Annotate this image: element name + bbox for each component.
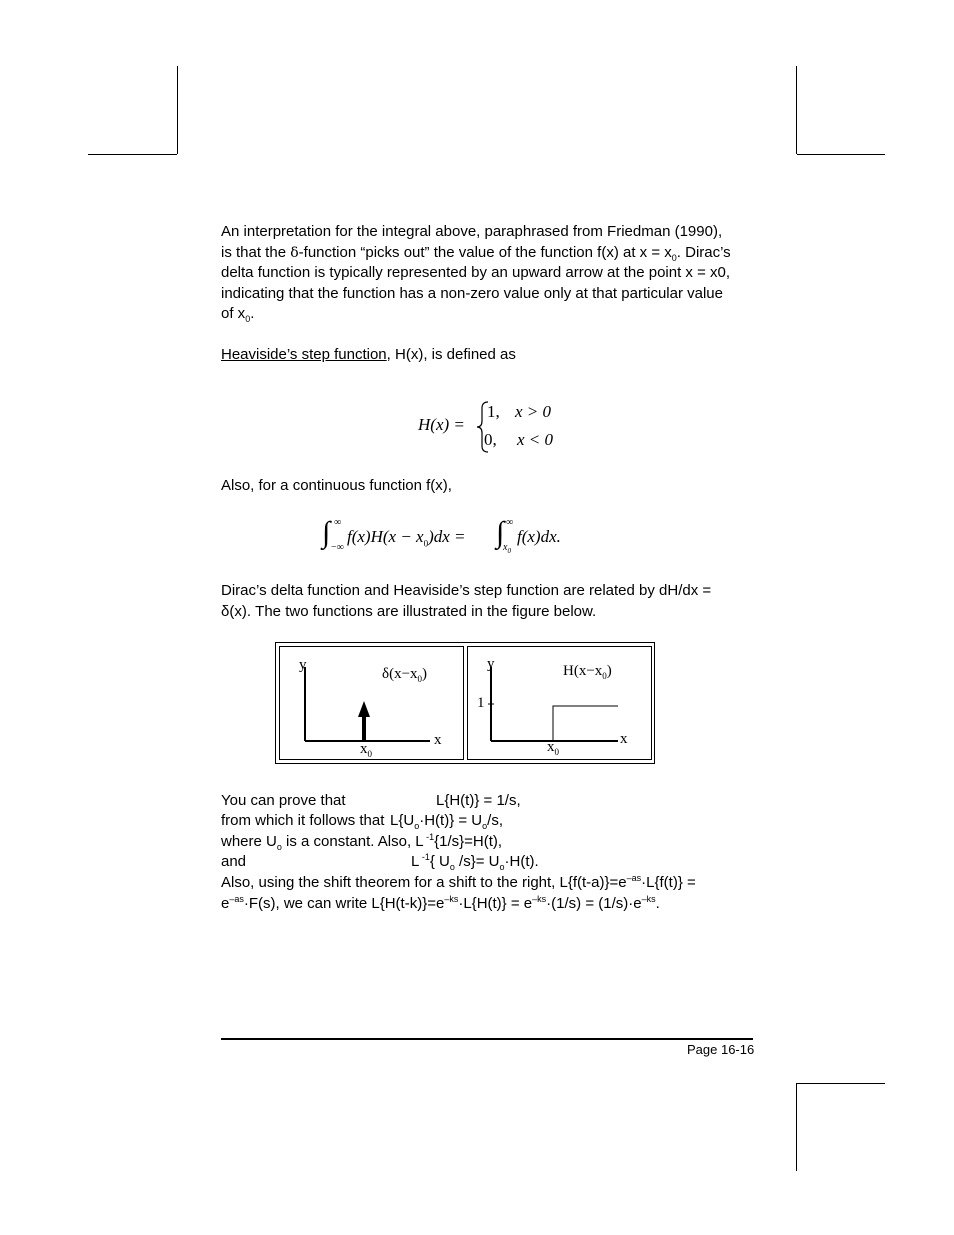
superscript: –ks	[641, 894, 656, 904]
text: /s,	[487, 812, 503, 829]
text: δ(x−x	[382, 666, 418, 682]
integral2-lower-limit	[503, 542, 511, 553]
row-4-right	[411, 853, 539, 870]
subscript: 0	[602, 671, 607, 681]
integrand	[347, 527, 466, 547]
step-line	[553, 706, 618, 740]
y-axis-label: y	[487, 656, 495, 672]
text-line	[221, 304, 761, 325]
text: Also, for a continuous function f(x),	[221, 477, 452, 494]
crop-mark-bottom-right-vertical	[796, 1083, 797, 1171]
case2-condition: x < 0	[517, 430, 554, 449]
superscript: –as	[229, 894, 244, 904]
integral2-upper-limit: ∞	[506, 517, 514, 528]
text: ·L{H(t)} = e	[458, 895, 533, 912]
text: L{U	[390, 812, 415, 829]
text: x	[360, 741, 368, 757]
integral-upper-limit: ∞	[334, 517, 342, 528]
integral-rhs: f(x)dx.	[517, 527, 561, 546]
text: .	[250, 305, 255, 323]
text-line	[221, 263, 761, 284]
text: )dx =	[428, 527, 466, 546]
superscript: -1	[419, 852, 430, 862]
paragraph-friedman	[221, 222, 761, 325]
subscript: 0	[367, 749, 372, 759]
superscript: –ks	[532, 894, 547, 904]
row-2-left: from which it follows that	[221, 812, 385, 829]
text: H(x−x	[563, 663, 603, 679]
text: )	[606, 663, 612, 679]
text: . Dirac’s	[676, 243, 731, 261]
page-number: Page 16-16	[687, 1042, 755, 1057]
heaviside-panel	[467, 646, 652, 760]
case2-value: 0,	[484, 430, 497, 449]
subscript: o	[276, 842, 282, 852]
row-3	[221, 833, 502, 850]
text-line	[221, 602, 761, 623]
one-label: 1	[477, 695, 485, 711]
crop-mark-top-right-vertical	[796, 66, 797, 154]
subscript: o	[482, 821, 488, 831]
text: /s}= U	[454, 853, 500, 870]
subscript: 0	[245, 314, 251, 325]
row-1-right: L{H(t)} = 1/s,	[436, 792, 521, 809]
crop-mark-bottom-right-horizontal	[797, 1083, 885, 1084]
text: .	[655, 895, 660, 912]
delta-panel	[279, 646, 464, 760]
text: , H(x), is defined as	[386, 346, 516, 363]
text: indicating that the function has a non-zero value only at that particular value	[221, 284, 723, 302]
delta-symbol: δ	[290, 244, 299, 261]
subscript: o	[449, 862, 455, 872]
row-5	[221, 874, 696, 891]
text: )	[422, 666, 428, 682]
text: x	[547, 739, 555, 755]
heaviside-term: Heaviside’s step function	[221, 346, 387, 363]
text: δ(x). The two functions are illustrated in the figure below.	[221, 602, 597, 620]
crop-mark-top-left-vertical	[177, 66, 178, 154]
x-axis-label: x	[434, 732, 442, 748]
text-line	[221, 243, 761, 264]
text: x	[503, 542, 508, 553]
text-line	[221, 222, 761, 243]
text: e	[221, 895, 230, 912]
row-4-left: and	[221, 853, 247, 870]
crop-mark-top-left-horizontal	[88, 154, 177, 155]
text: f(x)H(x − x	[347, 527, 424, 546]
subscript: 0	[507, 547, 511, 555]
text: is that the	[221, 243, 291, 261]
integral-sign: ∫	[322, 516, 331, 549]
integral-lower-limit: −∞	[331, 542, 344, 553]
x0-label	[547, 739, 559, 756]
text: delta function is typically represented by an upward arrow at the point x = x0,	[221, 264, 731, 282]
subscript: 0	[671, 252, 677, 263]
text: -function “picks out” the value of the function f(x) at x = x	[298, 243, 672, 261]
delta-arrow-head	[358, 701, 370, 717]
text: ·H(t).	[504, 853, 539, 870]
paragraph-heaviside-intro	[221, 345, 761, 366]
text: of x	[221, 305, 246, 323]
crop-mark-top-right-horizontal	[797, 154, 885, 155]
text: An interpretation for the integral above, paraphrased from Friedman (1990),	[221, 223, 723, 240]
text: ·L{f(t)} =	[641, 874, 696, 891]
row-6	[221, 895, 660, 912]
subscript: o	[414, 821, 420, 831]
text-line	[221, 581, 761, 602]
x0-label	[360, 741, 372, 758]
case1-value: 1,	[487, 402, 500, 421]
x-axis-label: x	[620, 731, 628, 747]
subscript: 0	[423, 538, 429, 549]
row-1-left: You can prove that	[221, 792, 346, 809]
integral-sign-2: ∫	[496, 516, 505, 549]
subscript: o	[499, 862, 505, 872]
figure-delta-heaviside	[275, 642, 655, 764]
text: is a constant. Also, L	[281, 833, 424, 850]
y-axis-label: y	[299, 657, 307, 673]
superscript: –ks	[444, 894, 459, 904]
text: ·H(t)} = U	[419, 812, 483, 829]
text: where U	[221, 833, 277, 850]
text: Also, using the shift theorem for a shift to the right, L{f(t-a)}=e	[221, 874, 627, 891]
text: Dirac’s delta function and Heaviside’s step function are related by dH/dx =	[221, 582, 712, 599]
delta-title	[382, 666, 427, 683]
text: { U	[429, 853, 450, 870]
text-line	[221, 284, 761, 305]
row-2-right	[390, 812, 503, 829]
paragraph-relation	[221, 581, 761, 622]
equation-lhs: H(x) =	[418, 415, 465, 434]
superscript: -1	[423, 832, 435, 842]
heaviside-title	[563, 663, 612, 680]
case1-condition: x > 0	[515, 402, 552, 421]
subscript: 0	[554, 747, 559, 757]
text: ·(1/s) = (1/s)·e	[546, 895, 642, 912]
text: L	[411, 853, 420, 870]
subscript: 0	[417, 674, 423, 684]
paragraph-continuous	[221, 476, 761, 497]
footer-rule	[221, 1038, 753, 1040]
text: ·F(s), we can write L{H(t-k)}=e	[243, 895, 445, 912]
text: {1/s}=H(t),	[434, 833, 503, 850]
superscript: –as	[626, 873, 642, 883]
